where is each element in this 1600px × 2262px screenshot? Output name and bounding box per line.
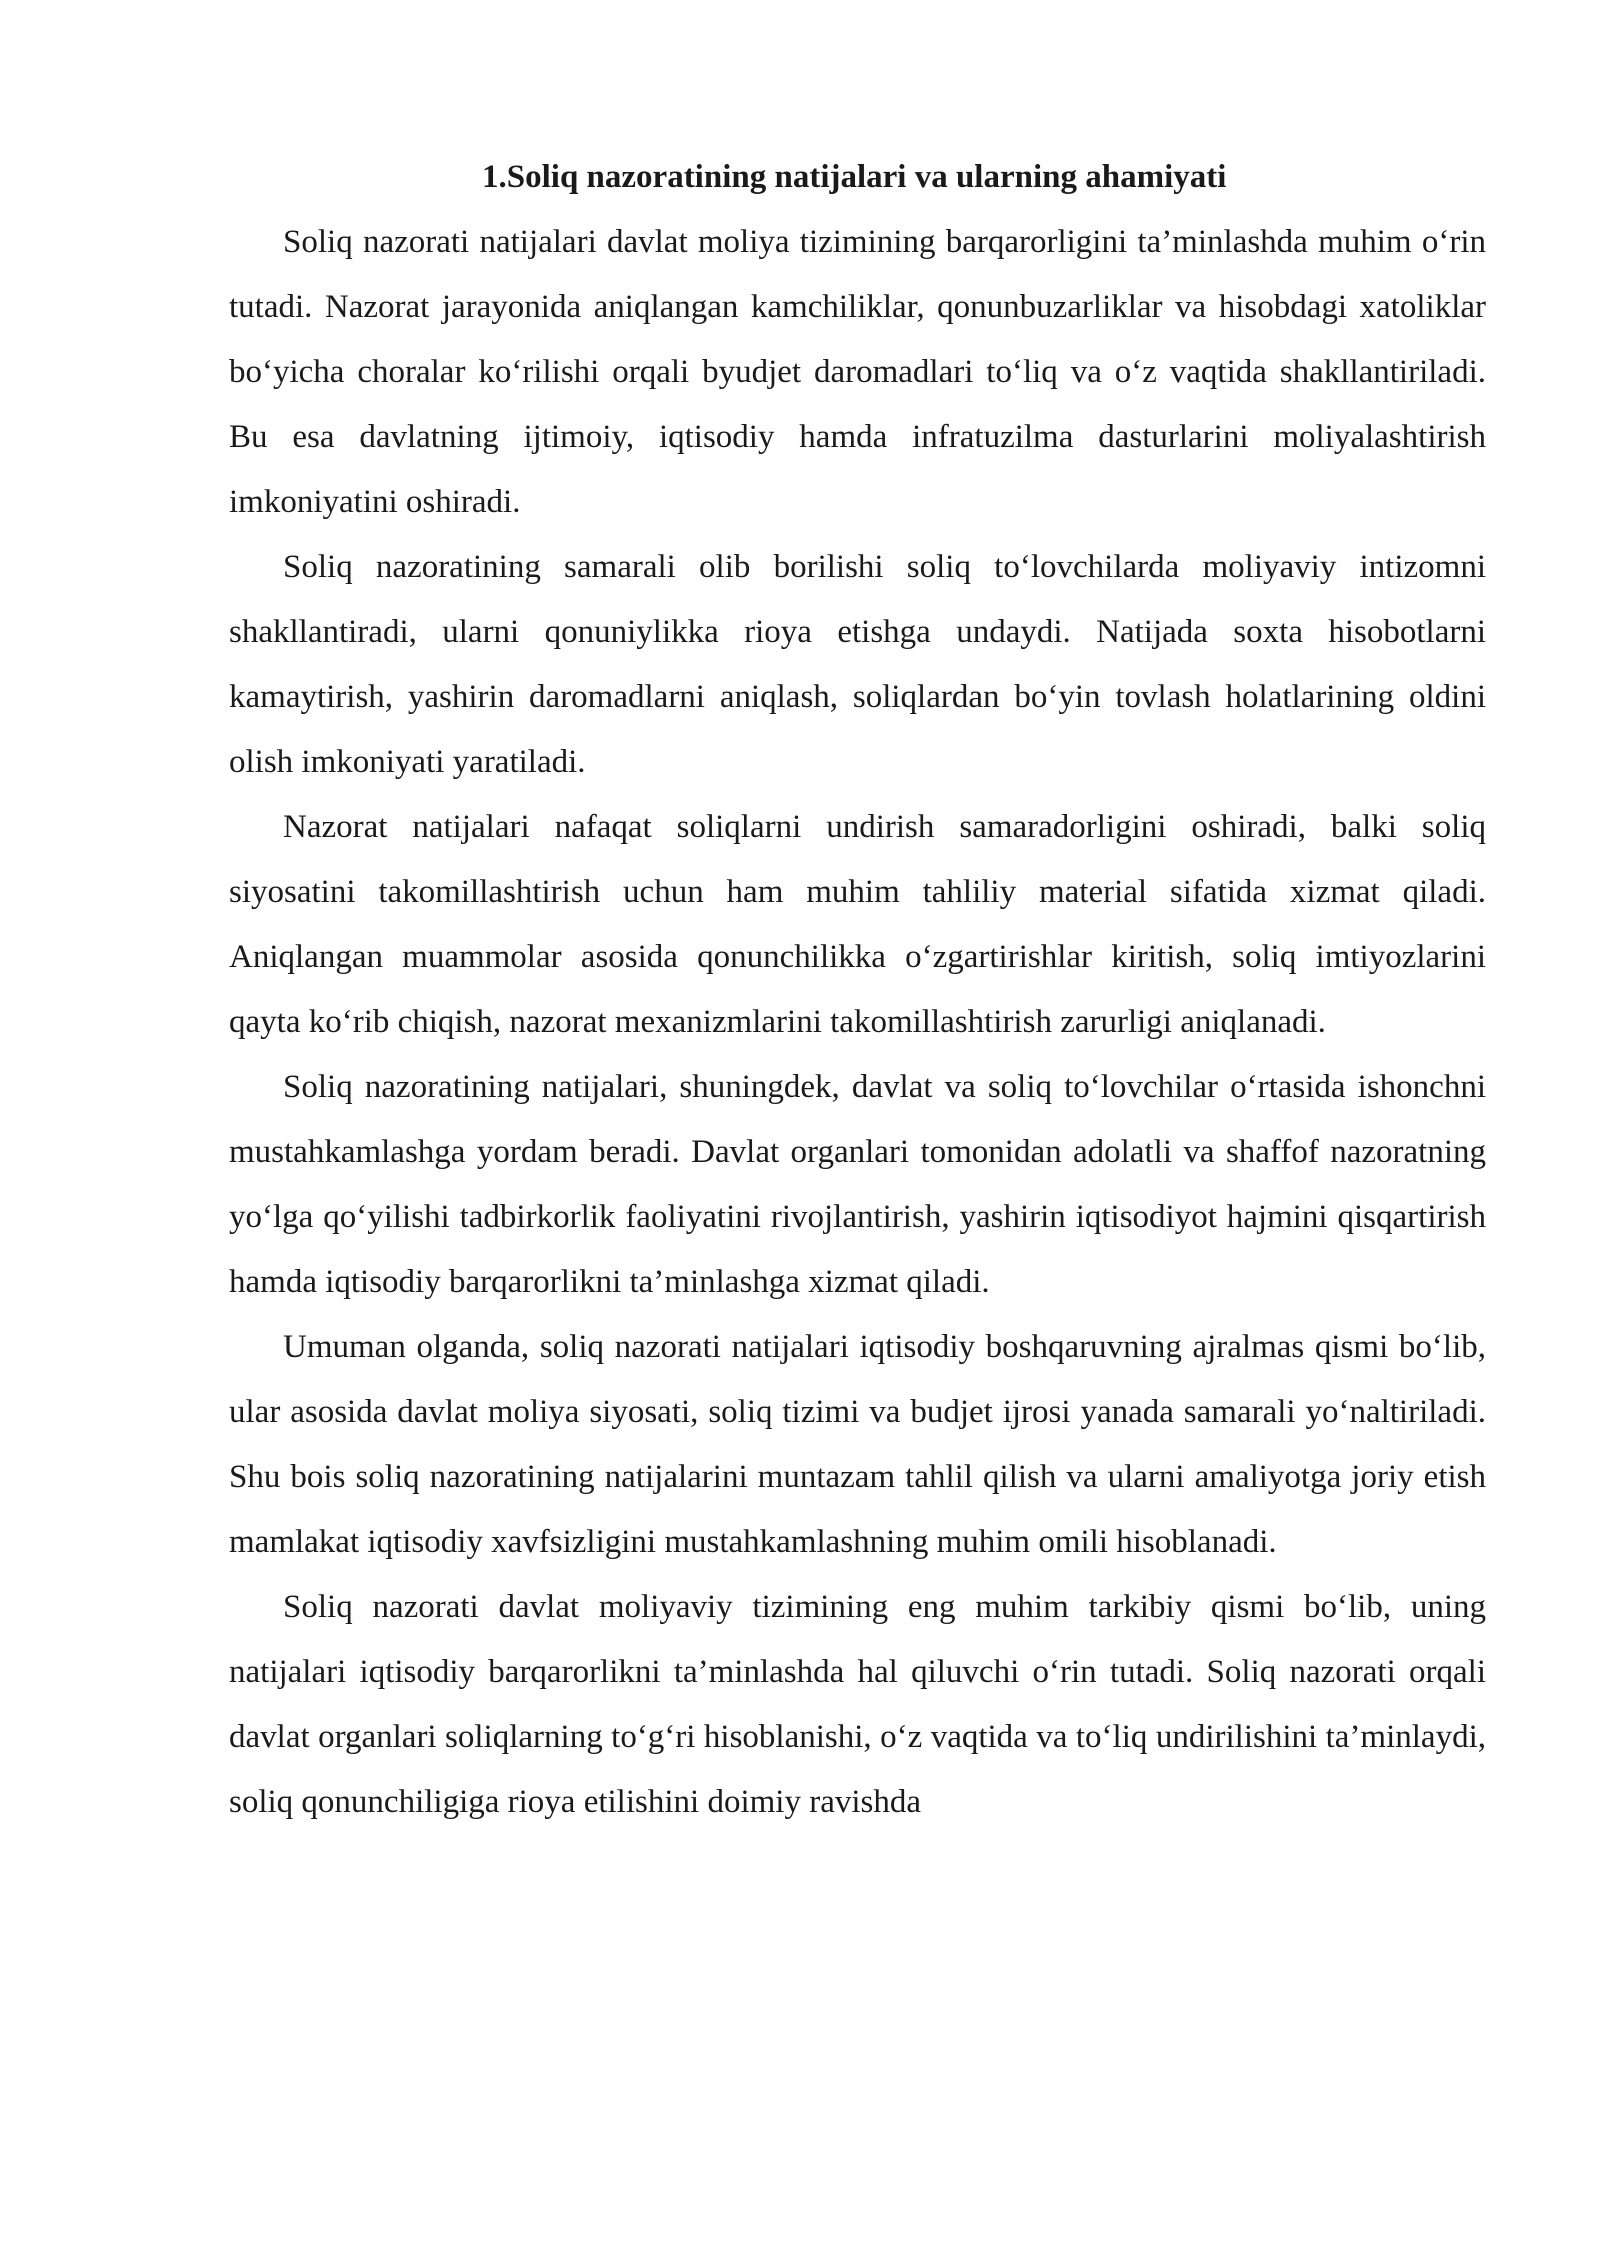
- section-heading: 1.Soliq nazoratining natijalari va ularning ahamiyati: [482, 159, 1227, 195]
- document-body: [229, 145, 1486, 1835]
- paragraph-1: Soliq nazorati natijalari davlat moliya tizimining barqarorligini ta’minlashda muhim o‘rin tutadi. Nazorat jarayonida aniqlangan kamchiliklar, qonunbuzarliklar va hisobdagi xatoliklar bo‘yicha choralar ko‘rilishi orqali byudjet daromadlari to‘liq va o‘z vaqtida shakllantiriladi. Bu esa davlatning ijtimoiy, iqtisodiy hamda infratuzilma dasturlarini moliyalashtirish imkoniyatini oshiradi.: [229, 224, 1486, 520]
- paragraph-6: Soliq nazorati davlat moliyaviy tizimining eng muhim tarkibiy qismi bo‘lib, uning natijalari iqtisodiy barqarorlikni ta’minlashda hal qiluvchi o‘rin tutadi. Soliq nazorati orqali davlat organlari soliqlarning to‘g‘ri hisoblanishi, o‘z vaqtida va to‘liq undirilishini ta’minlaydi, soliq qonunchiligiga rioya etilishini doimiy ravishda: [229, 1589, 1486, 1820]
- paragraph-4: Soliq nazoratining natijalari, shuningdek, davlat va soliq to‘lovchilar o‘rtasida ishonchni mustahkamlashga yordam beradi. Davlat organlari tomonidan adolatli va shaffof nazoratning yo‘lga qo‘yilishi tadbirkorlik faoliyatini rivojlantirish, yashirin iqtisodiyot hajmini qisqartirish hamda iqtisodiy barqarorlikni ta’minlashga xizmat qiladi.: [229, 1069, 1486, 1300]
- paragraph-2: Soliq nazoratining samarali olib borilishi soliq to‘lovchilarda moliyaviy intizomni shakllantiradi, ularni qonuniylikka rioya etishga undaydi. Natijada soxta hisobotlarni kamaytirish, yashirin daromadlarni aniqlash, soliqlardan bo‘yin tovlash holatlarining oldini olish imkoniyati yaratiladi.: [229, 549, 1486, 780]
- paragraph-3: Nazorat natijalari nafaqat soliqlarni undirish samaradorligini oshiradi, balki soliq siyosatini takomillashtirish uchun ham muhim tahliliy material sifatida xizmat qiladi. Aniqlangan muammolar asosida qonunchilikka o‘zgartirishlar kiritish, soliq imtiyozlarini qayta ko‘rib chiqish, nazorat mexanizmlarini takomillashtirish zarurligi aniqlanadi.: [229, 809, 1486, 1040]
- paragraph-5: Umuman olganda, soliq nazorati natijalari iqtisodiy boshqaruvning ajralmas qismi bo‘lib, ular asosida davlat moliya siyosati, soliq tizimi va budjet ijrosi yanada samarali yo‘naltiriladi. Shu bois soliq nazoratining natijalarini muntazam tahlil qilish va ularni amaliyotga joriy etish mamlakat iqtisodiy xavfsizligini mustahkamlashning muhim omili hisoblanadi.: [229, 1329, 1486, 1560]
